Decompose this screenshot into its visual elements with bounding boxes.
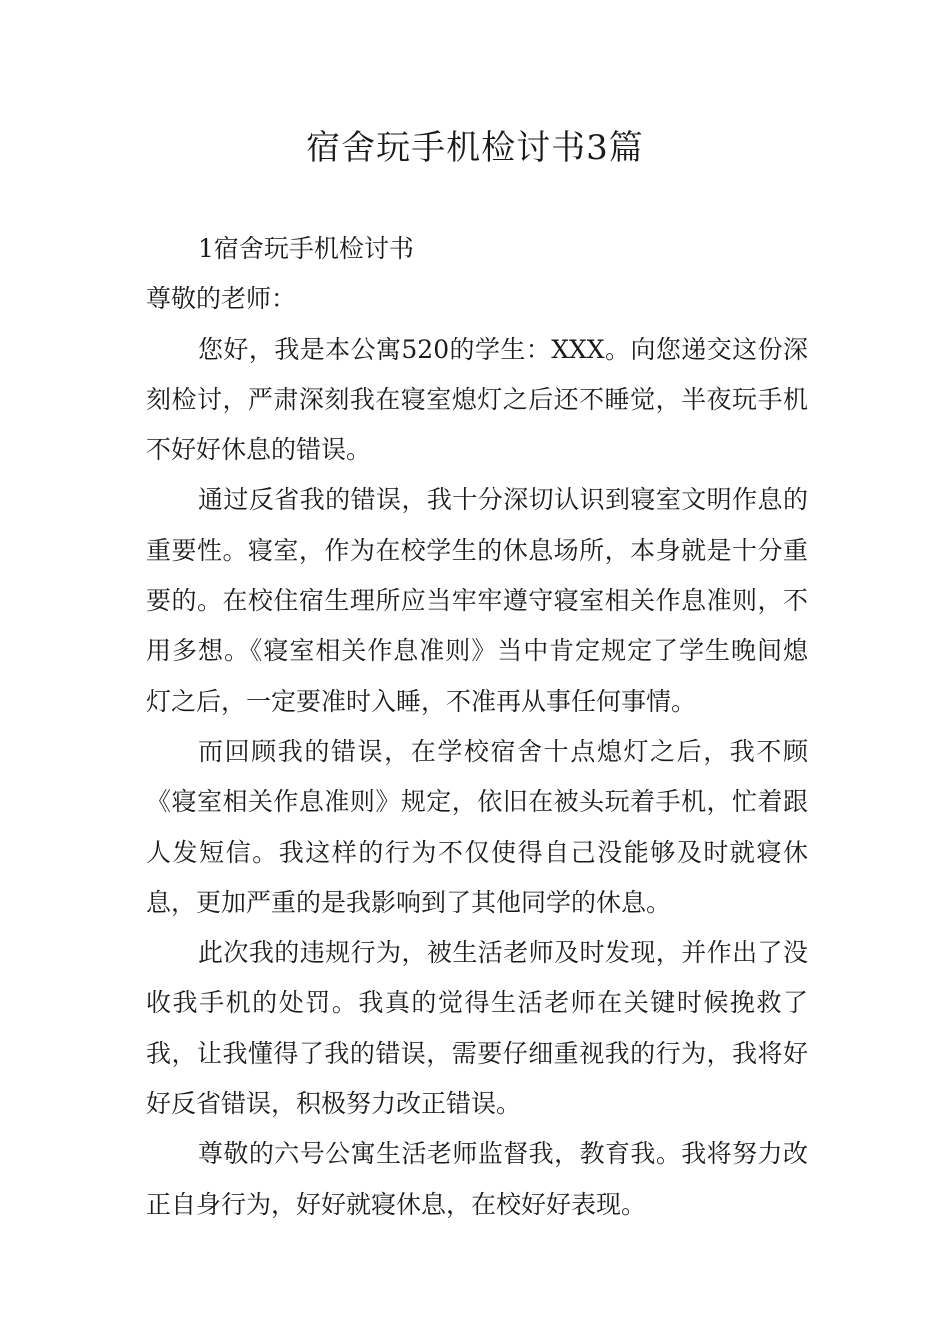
salutation: 尊敬的老师： xyxy=(146,284,297,314)
paragraph-5: 尊敬的六号公寓生活老师监督我，教育我。我将努力改正自身行为，好好就寝休息，在校好好表现。 xyxy=(146,1139,808,1219)
section-heading: 1宿舍玩手机检讨书 xyxy=(198,234,414,263)
paragraph-1: 您好，我是本公寓520的学生：XXX。向您递交这份深刻检讨，严肃深刻我在寝室熄灯之后还不睡觉，半夜玩手机不好好休息的错误。 xyxy=(146,334,808,465)
paragraph-4: 此次我的违规行为，被生活老师及时发现，并作出了没收我手机的处罚。我真的觉得生活老师在关键时候挽救了我，让我懂得了我的错误，需要仔细重视我的行为，我将好好反省错误，积极努力改正错误。 xyxy=(146,938,808,1119)
document-body xyxy=(146,224,808,1230)
paragraph-2: 通过反省我的错误，我十分深切认识到寝室文明作息的重要性。寝室，作为在校学生的休息场所，本身就是十分重要的。在校住宿生理所应当牢牢遵守寝室相关作息准则，不用多想。《寝室相关作息准则》当中肯定规定了学生晚间熄灯之后，一定要准时入睡，不准再从事任何事情。 xyxy=(146,485,808,716)
document-title: 宿舍玩手机检讨书3篇 xyxy=(306,128,644,168)
paragraph-3: 而回顾我的错误，在学校宿舍十点熄灯之后，我不顾《寝室相关作息准则》规定，依旧在被头玩着手机，忙着跟人发短信。我这样的行为不仅使得自己没能够及时就寝休息，更加严重的是我影响到了其他同学的休息。 xyxy=(146,736,808,917)
